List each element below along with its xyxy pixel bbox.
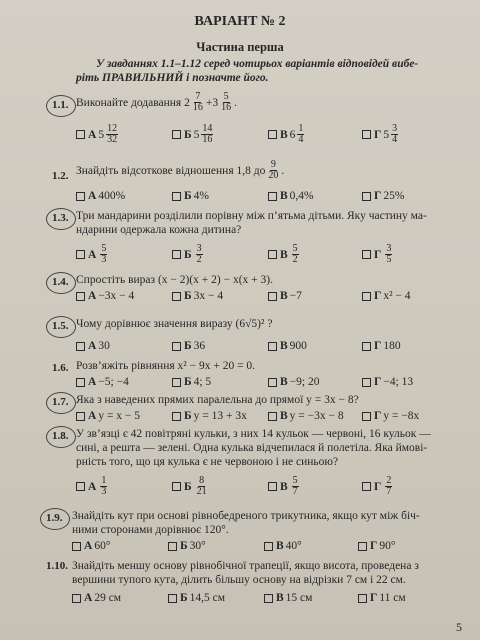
- task-1-1-question: Виконайте додавання 2 $\frac{7}{16}$ + 3 $\frac{5}{16}$ .: [76, 91, 237, 113]
- checkbox[interactable]: [76, 482, 85, 491]
- answer-option[interactable]: Б 4; 5: [172, 376, 211, 388]
- task-number: 1.10.: [46, 560, 68, 572]
- question-text-line: ндарини одержала кожна дитина?: [76, 224, 242, 236]
- checkbox[interactable]: [268, 250, 277, 259]
- fraction: $\frac{7}{16}$: [192, 91, 203, 113]
- task-number: 1.7.: [52, 396, 69, 408]
- checkbox[interactable]: [76, 192, 85, 201]
- question-text-line: сині, а решта — зелені. Одна кулька відчепилася й полетіла. Яка ймові-: [76, 442, 428, 454]
- answer-option[interactable]: А −5; −4: [76, 376, 129, 388]
- checkbox[interactable]: [362, 342, 371, 351]
- answer-option[interactable]: А $\frac{1}{3}$: [76, 476, 109, 497]
- checkbox[interactable]: [172, 130, 181, 139]
- answer-option[interactable]: В $\frac{5}{2}$: [268, 244, 301, 265]
- answer-option[interactable]: Г 180: [362, 340, 401, 352]
- checkbox[interactable]: [268, 192, 277, 201]
- question-text-line: Три мандарини розділили порівну між п’ятьма дітьми. Яку частину ма-: [76, 210, 427, 222]
- answer-option[interactable]: Г 90°: [358, 540, 395, 552]
- question-text: Розв’яжіть рівняння x² − 9x + 20 = 0.: [76, 360, 256, 372]
- answer-option[interactable]: В 6 $\frac{1}{4}$: [268, 124, 306, 145]
- answer-option[interactable]: Г 11 см: [358, 592, 406, 604]
- variant-title: ВАРІАНТ № 2: [194, 14, 286, 29]
- answer-option[interactable]: Б 4%: [172, 190, 209, 202]
- checkbox[interactable]: [172, 192, 181, 201]
- checkbox[interactable]: [76, 250, 85, 259]
- answer-option[interactable]: Г 5 $\frac{3}{4}$: [362, 124, 400, 145]
- checkbox[interactable]: [358, 594, 367, 603]
- answer-option[interactable]: Г x² − 4: [362, 290, 411, 302]
- checkbox[interactable]: [172, 412, 181, 421]
- question-text-line: ними сторонами дорівнює 120°.: [72, 524, 229, 536]
- checkbox[interactable]: [264, 542, 273, 551]
- answer-option[interactable]: Г y = −8x: [362, 410, 419, 422]
- checkbox[interactable]: [76, 292, 85, 301]
- checkbox[interactable]: [362, 192, 371, 201]
- answer-option[interactable]: В −7: [268, 290, 302, 302]
- answer-option[interactable]: А 30: [76, 340, 110, 352]
- checkbox[interactable]: [76, 378, 85, 387]
- question-text: Чому дорівнює значення виразу: [76, 318, 233, 330]
- answer-option[interactable]: Б y = 13 + 3x: [172, 410, 247, 422]
- task-number: 1.1.: [52, 99, 69, 111]
- task-1-2-question: Знайдіть відсоткове відношення 1,8 до $\frac{9}{20}$ .: [76, 159, 285, 181]
- answer-option[interactable]: А 400%: [76, 190, 125, 202]
- question-text-line: рність того, що ця кулька є не червоною і не синьою?: [76, 456, 339, 468]
- mixed-whole: 2: [184, 96, 190, 109]
- answer-option[interactable]: В $\frac{5}{7}$: [268, 476, 301, 497]
- task-1-5-question: [76, 318, 272, 330]
- part-title: Частина перша: [196, 40, 284, 54]
- checkbox[interactable]: [268, 482, 277, 491]
- checkbox[interactable]: [172, 292, 181, 301]
- answer-option[interactable]: А y = x − 5: [76, 410, 140, 422]
- instructions-line-2: ріть ПРАВИЛЬНИЙ і позначте його.: [76, 72, 269, 84]
- answer-option[interactable]: Б 3x − 4: [172, 290, 223, 302]
- answer-option[interactable]: Б 5 $\frac{14}{16}$: [172, 124, 215, 145]
- question-text: Знайдіть відсоткове відношення 1,8 до: [76, 164, 266, 177]
- checkbox[interactable]: [268, 130, 277, 139]
- checkbox[interactable]: [172, 342, 181, 351]
- answer-option[interactable]: Г $\frac{3}{5}$: [362, 244, 394, 265]
- task-number: 1.5.: [52, 320, 69, 332]
- operator: +: [205, 96, 213, 109]
- task-number: 1.3.: [52, 212, 69, 224]
- task-number: 1.2.: [52, 170, 69, 182]
- checkbox[interactable]: [172, 482, 181, 491]
- checkbox[interactable]: [362, 412, 371, 421]
- page-number: 5: [456, 620, 462, 634]
- answer-option[interactable]: Б $\frac{8}{21}$: [172, 476, 210, 497]
- answer-option[interactable]: А 60°: [72, 540, 110, 552]
- answer-option[interactable]: Б 30°: [168, 540, 206, 552]
- answer-option[interactable]: Б $\frac{3}{2}$: [172, 244, 205, 265]
- answer-option[interactable]: В 900: [268, 340, 307, 352]
- checkbox[interactable]: [362, 130, 371, 139]
- answer-option[interactable]: Б 14,5 см: [168, 592, 225, 604]
- mixed-whole: 3: [212, 96, 219, 109]
- checkbox[interactable]: [268, 378, 277, 387]
- question-text-line: У зв’язці є 42 повітряні кульки, з них 14 кульок — червоні, 16 кульок —: [76, 428, 431, 440]
- task-number: 1.6.: [52, 362, 69, 374]
- answer-option[interactable]: Г 25%: [362, 190, 404, 202]
- answer-option[interactable]: В 40°: [264, 540, 302, 552]
- answer-option[interactable]: В −9; 20: [268, 376, 319, 388]
- question-text-line: Знайдіть кут при основі рівнобедреного трикутника, якщо кут між біч-: [72, 510, 420, 522]
- checkbox[interactable]: [362, 482, 371, 491]
- checkbox[interactable]: [268, 342, 277, 351]
- answer-option[interactable]: Г −4; 13: [362, 376, 413, 388]
- answer-option[interactable]: В 15 см: [264, 592, 312, 604]
- checkbox[interactable]: [358, 542, 367, 551]
- answer-option[interactable]: Г $\frac{2}{7}$: [362, 476, 394, 497]
- checkbox[interactable]: [76, 342, 85, 351]
- checkbox[interactable]: [168, 542, 177, 551]
- checkbox[interactable]: [268, 292, 277, 301]
- answer-option[interactable]: В y = −3x − 8: [268, 410, 344, 422]
- checkbox[interactable]: [76, 412, 85, 421]
- expression: (6√5)²: [235, 318, 265, 330]
- checkbox[interactable]: [362, 250, 371, 259]
- question-text: Виконайте додавання: [76, 96, 182, 109]
- question-text-line: Знайдіть меншу основу рівнобічної трапеції, якщо висота, проведена з: [72, 560, 419, 572]
- task-number: 1.8.: [52, 430, 69, 442]
- answer-option[interactable]: А 29 см: [72, 592, 121, 604]
- checkbox[interactable]: [362, 378, 371, 387]
- answer-option[interactable]: А −3x − 4: [76, 290, 134, 302]
- instructions-line-1: У завданнях 1.1–1.12 серед чотирьох варіантів відповідей вибе-: [96, 58, 419, 70]
- fraction: $\frac{5}{16}$: [221, 91, 232, 113]
- answer-option[interactable]: В 0,4%: [268, 190, 314, 202]
- task-number: 1.9.: [46, 512, 63, 524]
- checkbox[interactable]: [362, 292, 371, 301]
- task-number: 1.4.: [52, 276, 69, 288]
- answer-option[interactable]: А 5 $\frac{12}{32}$: [76, 124, 120, 145]
- checkbox[interactable]: [268, 412, 277, 421]
- answer-option[interactable]: Б 36: [172, 340, 205, 352]
- checkbox[interactable]: [172, 378, 181, 387]
- question-mark: ?: [267, 318, 273, 330]
- question-text: Яка з наведених прямих паралельна до прямої y = 3x − 8?: [76, 394, 359, 406]
- checkbox[interactable]: [264, 594, 273, 603]
- question-text: Спростіть вираз (x − 2)(x + 2) − x(x + 3).: [76, 274, 273, 286]
- fraction: $\frac{9}{20}$: [268, 159, 279, 181]
- checkbox[interactable]: [172, 250, 181, 259]
- checkbox[interactable]: [72, 542, 81, 551]
- answer-option[interactable]: А $\frac{5}{3}$: [76, 244, 109, 265]
- checkbox[interactable]: [168, 594, 177, 603]
- checkbox[interactable]: [72, 594, 81, 603]
- checkbox[interactable]: [76, 130, 85, 139]
- question-text-line: вершини тупого кута, ділить більшу основу на відрізки 7 см і 22 см.: [72, 574, 406, 586]
